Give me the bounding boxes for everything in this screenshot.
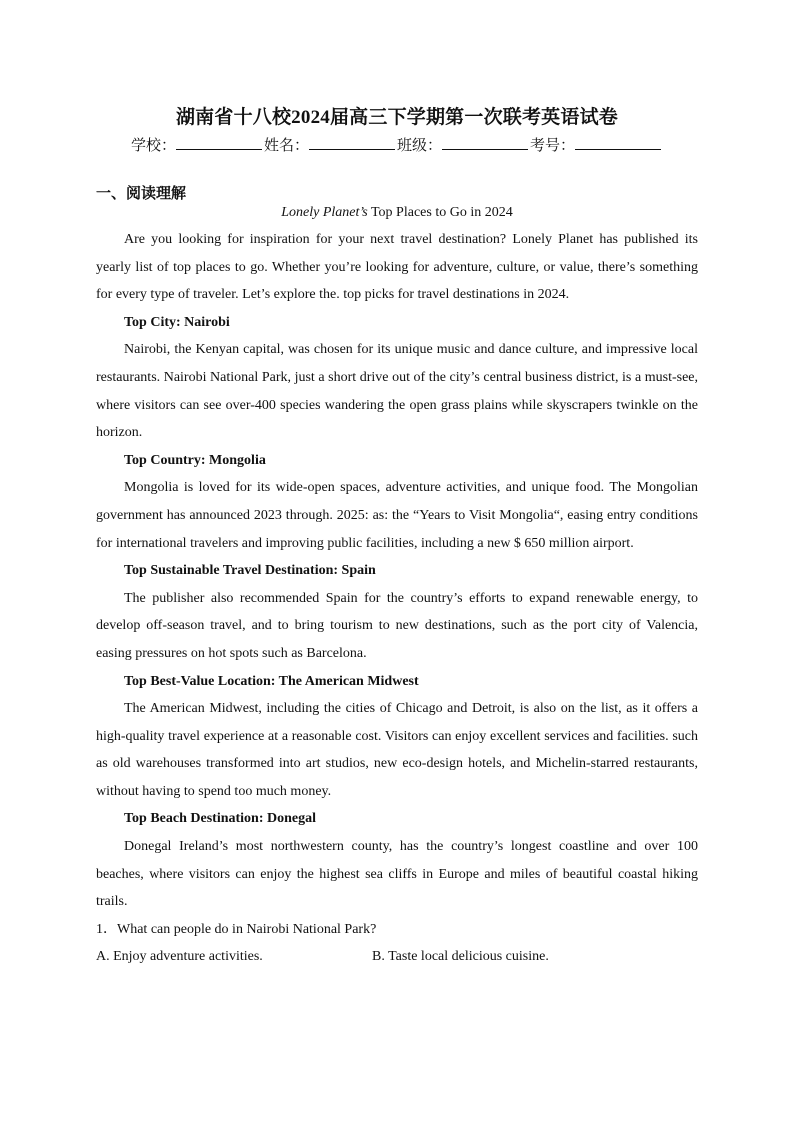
passage-intro: Are you looking for inspiration for your next travel destination? Lonely Planet has published its yearly list of top places to go. Whether you’re looking for adventure, culture, or value, there’s something for every type of traveler. Let’s explore the. top picks for travel destinations in 2024. — [96, 232, 698, 303]
passage-title-rest: Top Places to Go in 2024 — [367, 205, 513, 220]
section-text-nairobi: Nairobi, the Kenyan capital, was chosen for its unique music and dance culture, and impressive local restaurants. Nairobi National Park, just a short drive out of the city’s central business district, is a must-see, where visitors can see over-400 species wandering the open grass plains while skyscrapers twinkle on the horizon. — [96, 342, 698, 441]
name-blank[interactable] — [309, 135, 395, 150]
page-title: 湖南省十八校2024届高三下学期第一次联考英语试卷 — [175, 107, 618, 128]
school-label: 学校： — [130, 136, 176, 154]
passage-body — [96, 226, 698, 971]
section-text-spain: The publisher also recommended Spain for the country’s efforts to expand renewable energy, to develop off-season travel, and to bring tourism to new destinations, such as the port city of Valencia, easing pressures on hot spots such as Barcelona. — [96, 590, 698, 661]
passage-title-italic: Lonely Planet’s — [281, 205, 368, 220]
exam-number-label: 考号： — [530, 136, 576, 154]
exam-number-blank[interactable] — [575, 135, 661, 150]
section-text-mongolia: Mongolia is loved for its wide-open spaces, adventure activities, and unique food. The Mongolian government has announced 2023 through. 2025: as: the “Years to Visit Mongolia“, easing entry conditions for international travelers and improving public facilities, including a new $ 650 million airport. — [96, 480, 698, 551]
section-text-donegal: Donegal Ireland’s most northwestern county, has the country’s longest coastline and over 100 beaches, where visitors can enjoy the highest sea cliffs in Europe and miles of beautiful coastal hiking trails. — [96, 839, 698, 910]
class-label: 班级： — [397, 136, 443, 154]
student-info-line — [96, 134, 698, 155]
section-heading-spain: Top Sustainable Travel Destination: Spain — [124, 563, 376, 579]
option-b[interactable]: B. Taste local delicious cuisine. — [372, 949, 549, 965]
section-heading-donegal: Top Beach Destination: Donegal — [124, 811, 317, 827]
class-blank[interactable] — [442, 135, 528, 150]
name-label: 姓名： — [263, 136, 309, 154]
section-heading-mongolia: Top Country: Mongolia — [124, 452, 266, 468]
section-heading-nairobi: Top City: Nairobi — [124, 314, 230, 330]
question-1: 1．What can people do in Nairobi National Park? — [96, 921, 377, 937]
question-1-options — [96, 943, 698, 971]
section-heading: 一、阅读理解 — [96, 184, 187, 202]
section-text-midwest: The American Midwest, including the cities of Chicago and Detroit, is also on the list, as it offers a high-quality travel experience at a reasonable cost. Visitors can enjoy excellent services and facilities. such as old warehouses transformed into art studios, new eco-design hotels, and Michelin-starred restaurants, without having to spend too much money. — [96, 701, 698, 799]
passage-title — [96, 205, 698, 221]
school-blank[interactable] — [176, 135, 262, 150]
section-heading-midwest: Top Best-Value Location: The American Midwest — [124, 673, 419, 689]
option-a[interactable]: A. Enjoy adventure activities. — [96, 949, 263, 965]
